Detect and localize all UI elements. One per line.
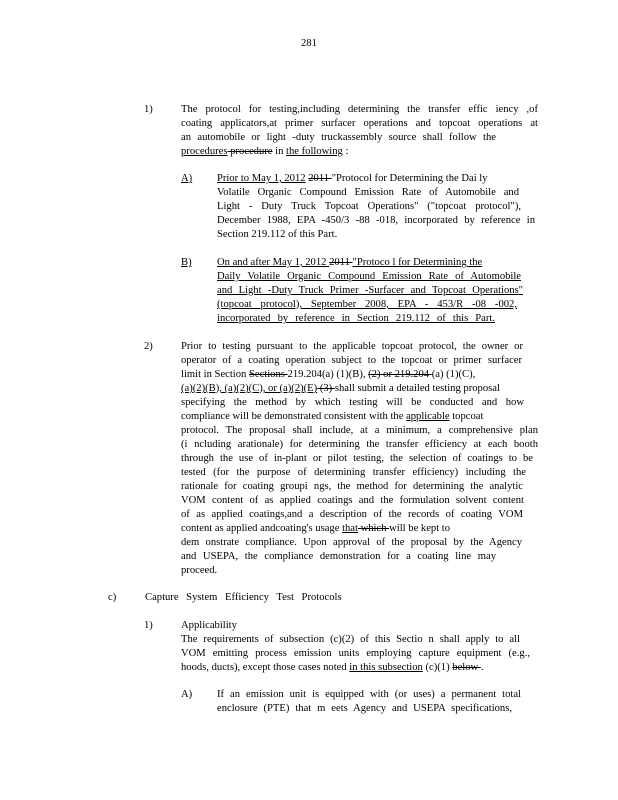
item-a-line-2: Volatile Organic Compound Emission Rate of Automobile and (217, 187, 519, 198)
item-c1a-label: A) (181, 689, 193, 700)
item-b-line-2: Daily Volatile Organic Compound Emission Rate of Automobile (217, 271, 521, 282)
item-2-line-7: protocol. The proposal shall include, at a minimum, a comprehensive plan (181, 425, 538, 436)
inserted-text: applicable (406, 411, 450, 422)
section-c-label: c) (108, 592, 117, 603)
item-c1a-line-1: If an emission unit is equipped with (or uses) a permanent total (217, 689, 521, 700)
item-2-line-9: through the use of in-plant or pilot testing, the selection of coatings to be (181, 453, 533, 464)
item-2-line-12: VOM content of as applied coatings and the formulation solvent content (181, 495, 524, 506)
item-1-label: 1) (144, 104, 153, 115)
item-1-line-4 (181, 145, 348, 158)
text: (a) (1)(C), (431, 369, 476, 380)
item-2-label: 2) (144, 341, 153, 352)
deleted-text: which (357, 523, 390, 534)
text: in (272, 146, 287, 157)
item-2-line-1: Prior to testing pursuant to the applicable topcoat protocol, the owner or (181, 341, 523, 352)
item-a-line-1 (217, 172, 531, 185)
item-2-line-13: of as applied coatings,and a description of the records of coating VOM (181, 509, 523, 520)
item-a-label: A) (181, 173, 193, 184)
item-c1a-line-2: enclosure (PTE) that m eets Agency and USEPA specifications, (217, 703, 512, 714)
item-2-line-17: proceed. (181, 565, 218, 576)
deleted-text: below (452, 662, 481, 673)
section-c-title: Capture System Efficiency Test Protocols (145, 592, 342, 603)
text: (c)(1) (422, 662, 453, 673)
deleted-text: procedure (227, 146, 273, 157)
item-2-line-10: tested (for the purpose of determining transfer efficiency) including the (181, 467, 526, 478)
item-2-line-5: specifying the method by which testing will be conducted and how (181, 397, 524, 408)
item-b-label: B) (181, 257, 192, 268)
item-c1-line-3 (181, 661, 483, 674)
text: topcoat (449, 411, 484, 422)
item-c1-line-1: The requirements of subsection (c)(2) of this Sectio n shall apply to all (181, 634, 520, 645)
deleted-text: Sections (248, 369, 288, 380)
inserted-text: (a)(2)(B), (a)(2)(C), or (a)(2)(E) (181, 383, 318, 394)
text: 219.204(a) (1)(B), (287, 369, 369, 380)
item-1-line-3: an automobile or light -duty truckassembly source shall follow the (181, 132, 496, 143)
item-1-line-1: The protocol for testing,including determining the transfer effic iency ,of (181, 104, 538, 115)
inserted-text: "Protoco l for Determining the (352, 257, 483, 268)
item-b-line-1 (217, 256, 521, 269)
text: content as applied andcoating's usage (181, 523, 343, 534)
item-a-line-5: Section 219.112 of this Part. (217, 229, 338, 240)
item-2-line-14 (181, 522, 450, 535)
item-2-line-6 (181, 410, 483, 423)
item-b-line-5: incorporated by reference in Section 219.112 of this Part. (217, 313, 495, 324)
item-2-line-16: and USEPA, the compliance demonstration for a coating line may (181, 551, 496, 562)
text: : (342, 146, 349, 157)
item-b-line-3: and Light -Duty Truck Primer -Surfacer and Topcoat Operations" (217, 285, 523, 296)
item-c1-heading: Applicability (181, 620, 237, 631)
item-2-line-2: operator of a coating operation subject to the topcoat or primer surfacer (181, 355, 522, 366)
item-a-line-3: Light - Duty Truck Topcoat Operations" ("topcoat protocol"), (217, 201, 521, 212)
text: will be kept to (389, 523, 451, 534)
item-2-line-11: rationale for coating groupi ngs, the method for determining the analytic (181, 481, 523, 492)
inserted-text: that (342, 523, 358, 534)
item-b-line-4: (topcoat protocol), September 2008, EPA - 453/R -08 -002, (217, 299, 517, 310)
inserted-text: in this subsection (349, 662, 423, 673)
deleted-text: (2) or 219.204 (368, 369, 432, 380)
text: compliance will be demonstrated consistent with the (181, 411, 407, 422)
text: shall submit a detailed testing proposal (334, 383, 500, 394)
text: "Protocol for Determining the Dai ly (331, 173, 488, 184)
item-2-line-15: dem onstrate compliance. Upon approval of the proposal by the Agency (181, 537, 522, 548)
deleted-text: 2011 (308, 173, 332, 184)
item-1-line-2: coating applicators,at primer surfacer operations and topcoat operations at (181, 118, 538, 129)
item-a-line-4: December 1988, EPA -450/3 -88 -018, incorporated by reference in (217, 215, 535, 226)
deleted-text: 2011 (329, 257, 353, 268)
text: limit in Section (181, 369, 249, 380)
inserted-text: Prior to May 1, 2012 (217, 173, 306, 184)
page-number: 281 (301, 38, 317, 49)
item-2-line-4 (181, 382, 500, 395)
text: hoods, ducts), except those cases noted (181, 662, 350, 673)
inserted-text: procedures (181, 146, 228, 157)
item-c1-line-2: VOM emitting process emission units employing capture equipment (e.g., (181, 648, 530, 659)
item-2-line-8: (i ncluding arationale) for determining the transfer efficiency at each booth (181, 439, 538, 450)
text: . (480, 662, 484, 673)
deleted-text: (3) (317, 383, 335, 394)
item-c1-label: 1) (144, 620, 153, 631)
item-2-line-3 (181, 368, 475, 381)
inserted-text: the following (286, 146, 343, 157)
inserted-text: On and after May 1, 2012 (217, 257, 330, 268)
